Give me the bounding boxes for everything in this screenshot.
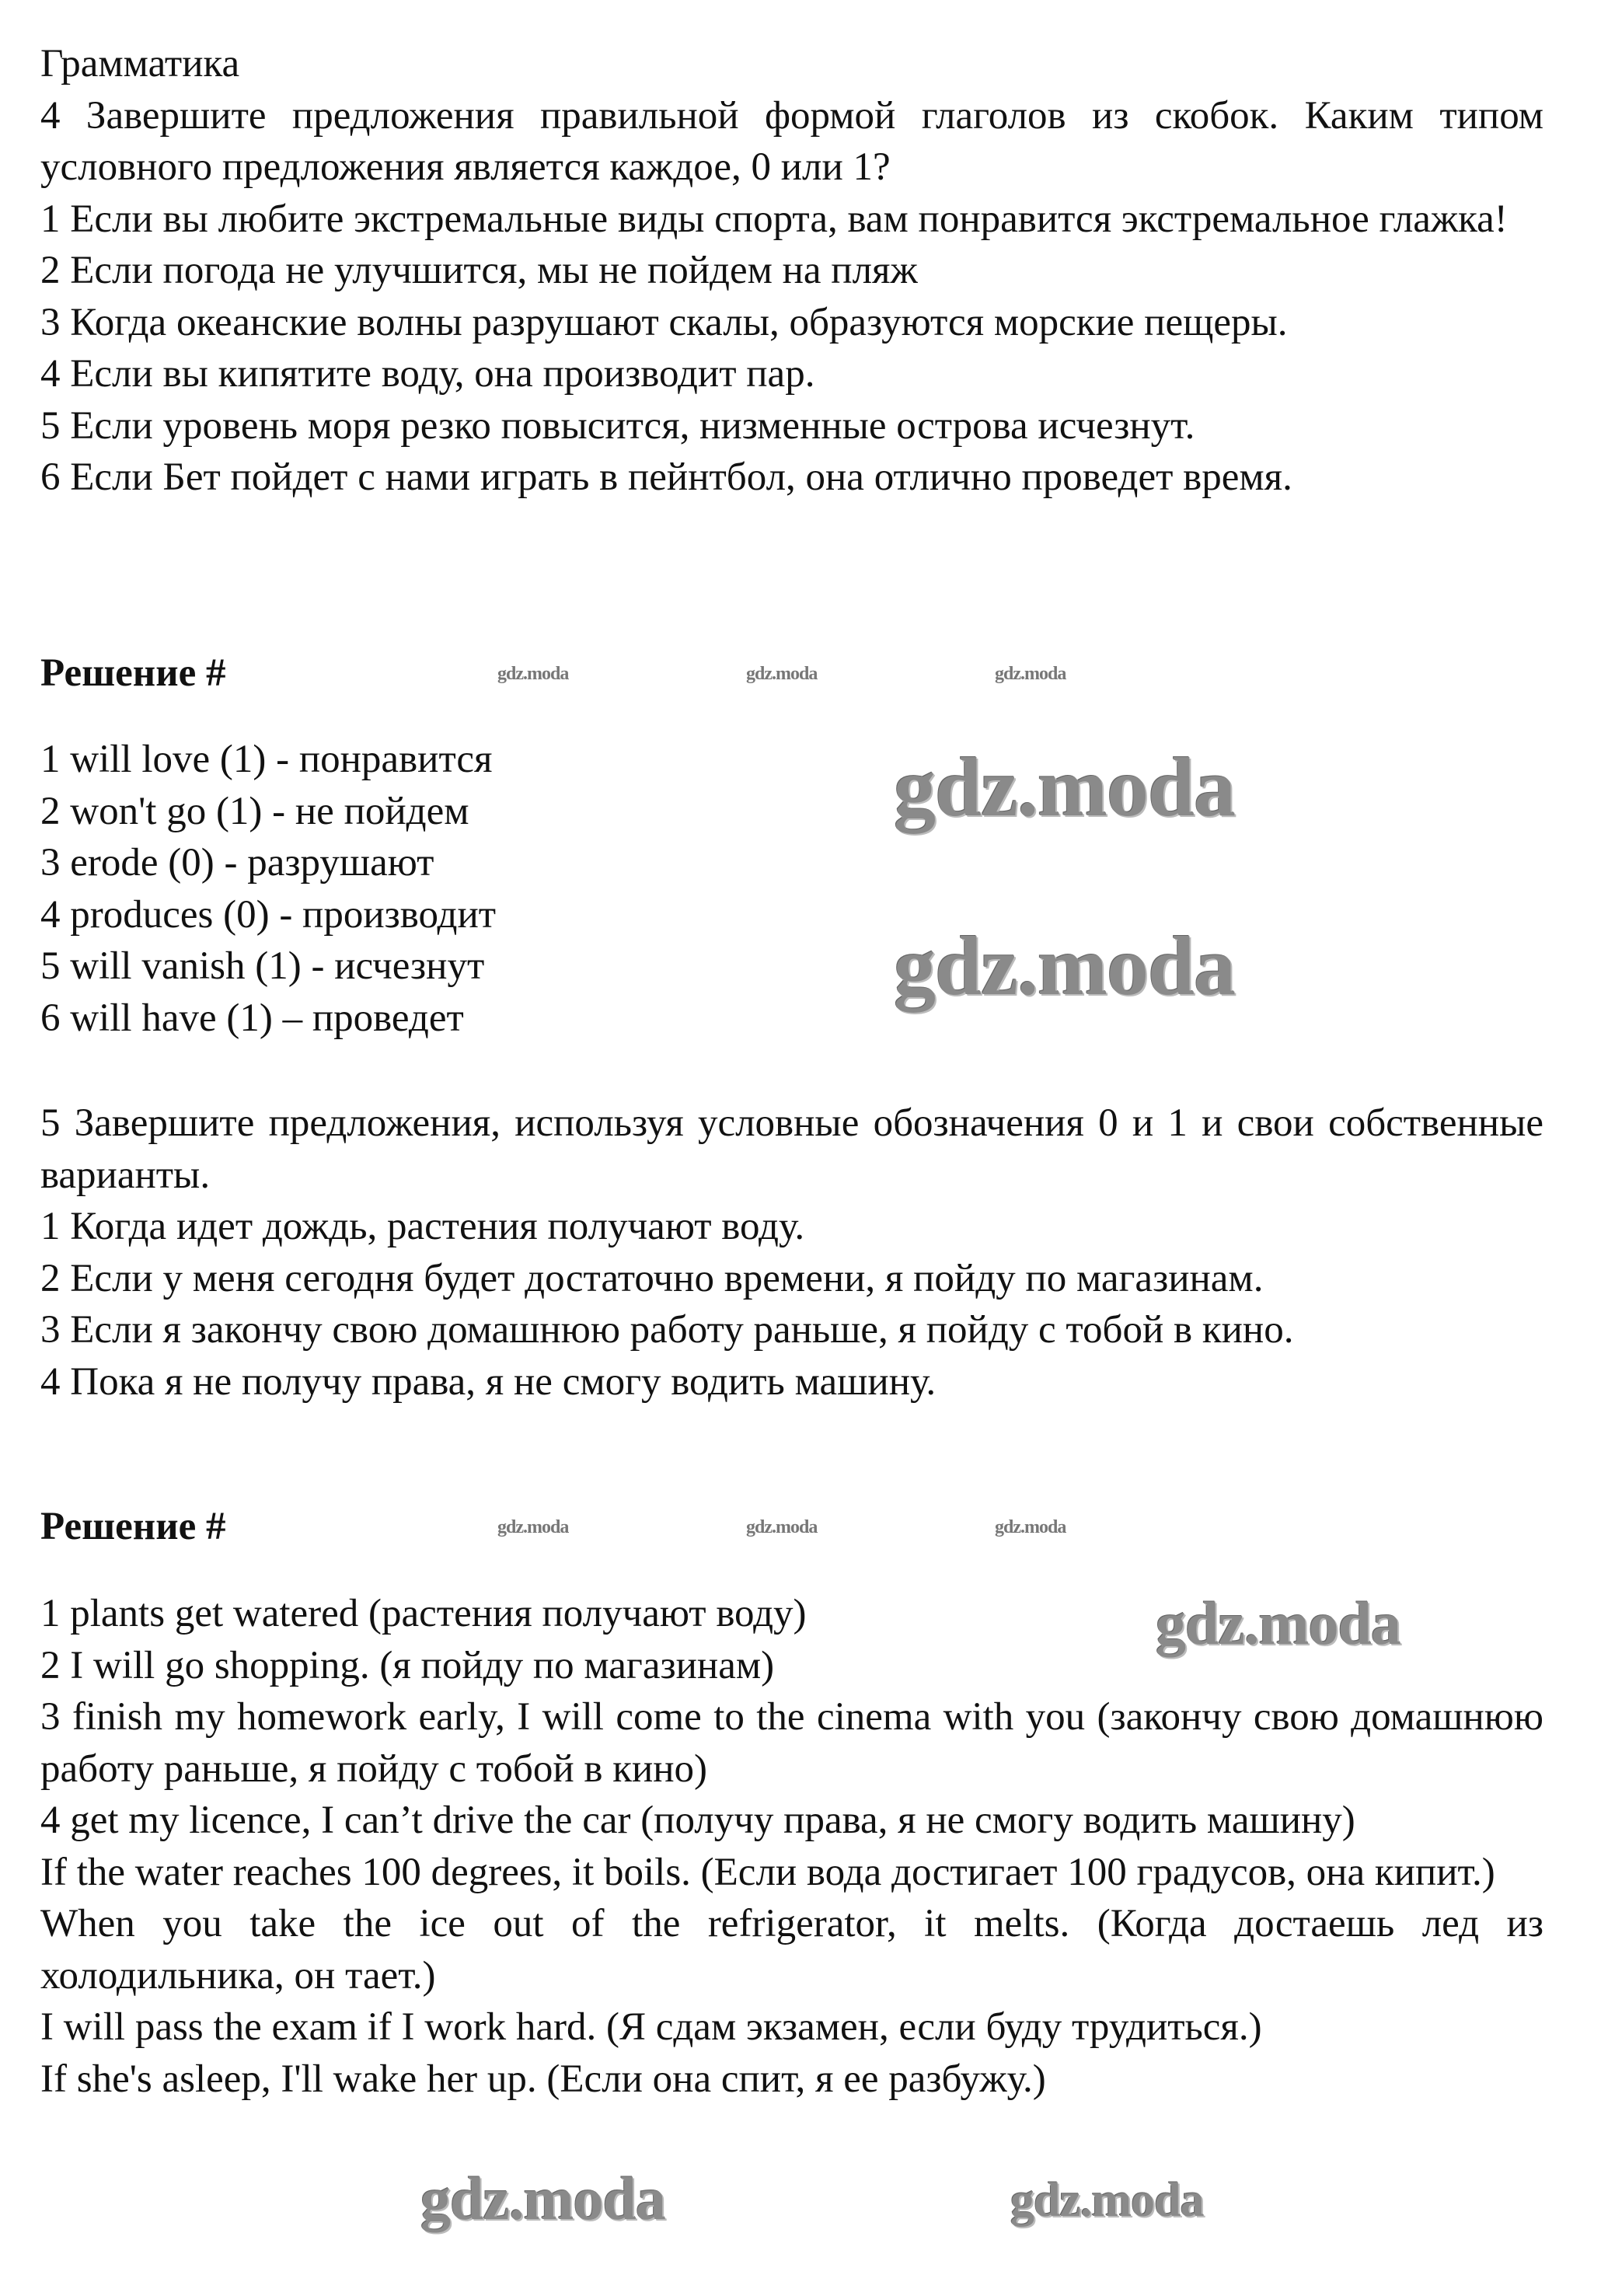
solution2-answers xyxy=(40,1588,1543,2105)
solution1-answers xyxy=(40,734,1543,1044)
task4-item: 4 Если вы кипятите воду, она производит пар. xyxy=(40,352,815,396)
answer-line: 3 finish my homework early, I will come to the cinema with you (закончу свою домашнюю работу раньше, я пойду с тобой в кино) xyxy=(40,1695,1543,1791)
task4-item: 5 Если уровень моря резко повысится, низменные острова исчезнут. xyxy=(40,403,1195,448)
answer-line: 2 I will go shopping. (я пойду по магазинам) xyxy=(40,1643,775,1687)
task4-item: 1 Если вы любите экстремальные виды спорта, вам понравится экстремальное глажка! xyxy=(40,197,1508,241)
solution-heading: Решение # xyxy=(40,1505,226,1548)
task4-item: 6 Если Бет пойдет с нами играть в пейнтбол, она отлично проведет время. xyxy=(40,455,1292,499)
task4-item: 2 Если погода не улучшится, мы не пойдем на пляж xyxy=(40,249,918,292)
task5-prompt: 5 Завершите предложения, используя условные обозначения 0 и 1 и свои собственные варианты. xyxy=(40,1101,1543,1197)
watermark-small: gdz.moda xyxy=(995,1517,1066,1537)
answer-line: 4 produces (0) - производит xyxy=(40,892,497,937)
solution1-heading-block xyxy=(40,647,1543,700)
solution2-heading-block xyxy=(40,1501,1543,1553)
answer-line: 2 won't go (1) - не пойдем xyxy=(40,789,469,833)
task5-block xyxy=(40,1097,1543,1408)
task4-block xyxy=(40,38,1543,504)
watermark-medium: gdz.moda xyxy=(420,2165,665,2232)
watermark-large: gdz.moda xyxy=(894,920,1236,1013)
answer-line: 6 will have (1) – проведет xyxy=(40,996,464,1040)
answer-line: 4 get my licence, I can’t drive the car (получу права, я не смогу водить машину) xyxy=(40,1799,1355,1842)
watermark-small: gdz.moda xyxy=(746,1517,818,1537)
answer-line: 3 erode (0) - разрушают xyxy=(40,841,434,885)
answer-line: When you take the ice out of the refrigerator, it melts. (Когда достаешь лед из холодильника, он тает.) xyxy=(40,1902,1543,1998)
solution-heading: Решение # xyxy=(40,651,226,695)
answer-line: I will pass the exam if I work hard. (Я сдам экзамен, если буду трудиться.) xyxy=(40,2005,1262,2049)
task5-item: 3 Если я закончу свою домашнюю работу раньше, я пойду с тобой в кино. xyxy=(40,1308,1294,1352)
answer-line: If the water reaches 100 degrees, it boils. (Если вода достигает 100 градусов, она кипит.) xyxy=(40,1850,1495,1894)
section-title: Грамматика xyxy=(40,42,240,85)
watermark-medium: gdz.moda xyxy=(1010,2174,1204,2227)
task5-item: 4 Пока я не получу права, я не смогу водить машину. xyxy=(40,1359,937,1404)
watermark-small: gdz.moda xyxy=(497,664,569,684)
answer-line: 1 plants get watered (растения получают воду) xyxy=(40,1592,807,1635)
watermark-small: gdz.moda xyxy=(746,664,818,684)
task4-item: 3 Когда океанские волны разрушают скалы, образуются морские пещеры. xyxy=(40,300,1288,344)
watermark-small: gdz.moda xyxy=(995,664,1066,684)
answer-line: 5 will vanish (1) - исчезнут xyxy=(40,944,485,988)
task5-item: 2 Если у меня сегодня будет достаточно времени, я пойду по магазинам. xyxy=(40,1256,1264,1300)
task5-item: 1 Когда идет дождь, растения получают воду. xyxy=(40,1205,805,1248)
answer-line: If she's asleep, I'll wake her up. (Если она спит, я ее разбужу.) xyxy=(40,2057,1046,2101)
watermark-large: gdz.moda xyxy=(894,741,1236,834)
watermark-small: gdz.moda xyxy=(497,1517,569,1537)
answer-line: 1 will love (1) - понравится xyxy=(40,738,493,781)
task4-prompt: 4 Завершите предложения правильной формой глаголов из скобок. Каким типом условного предложения является каждое, 0 или 1? xyxy=(40,93,1543,189)
watermark-medium: gdz.moda xyxy=(1156,1589,1400,1657)
